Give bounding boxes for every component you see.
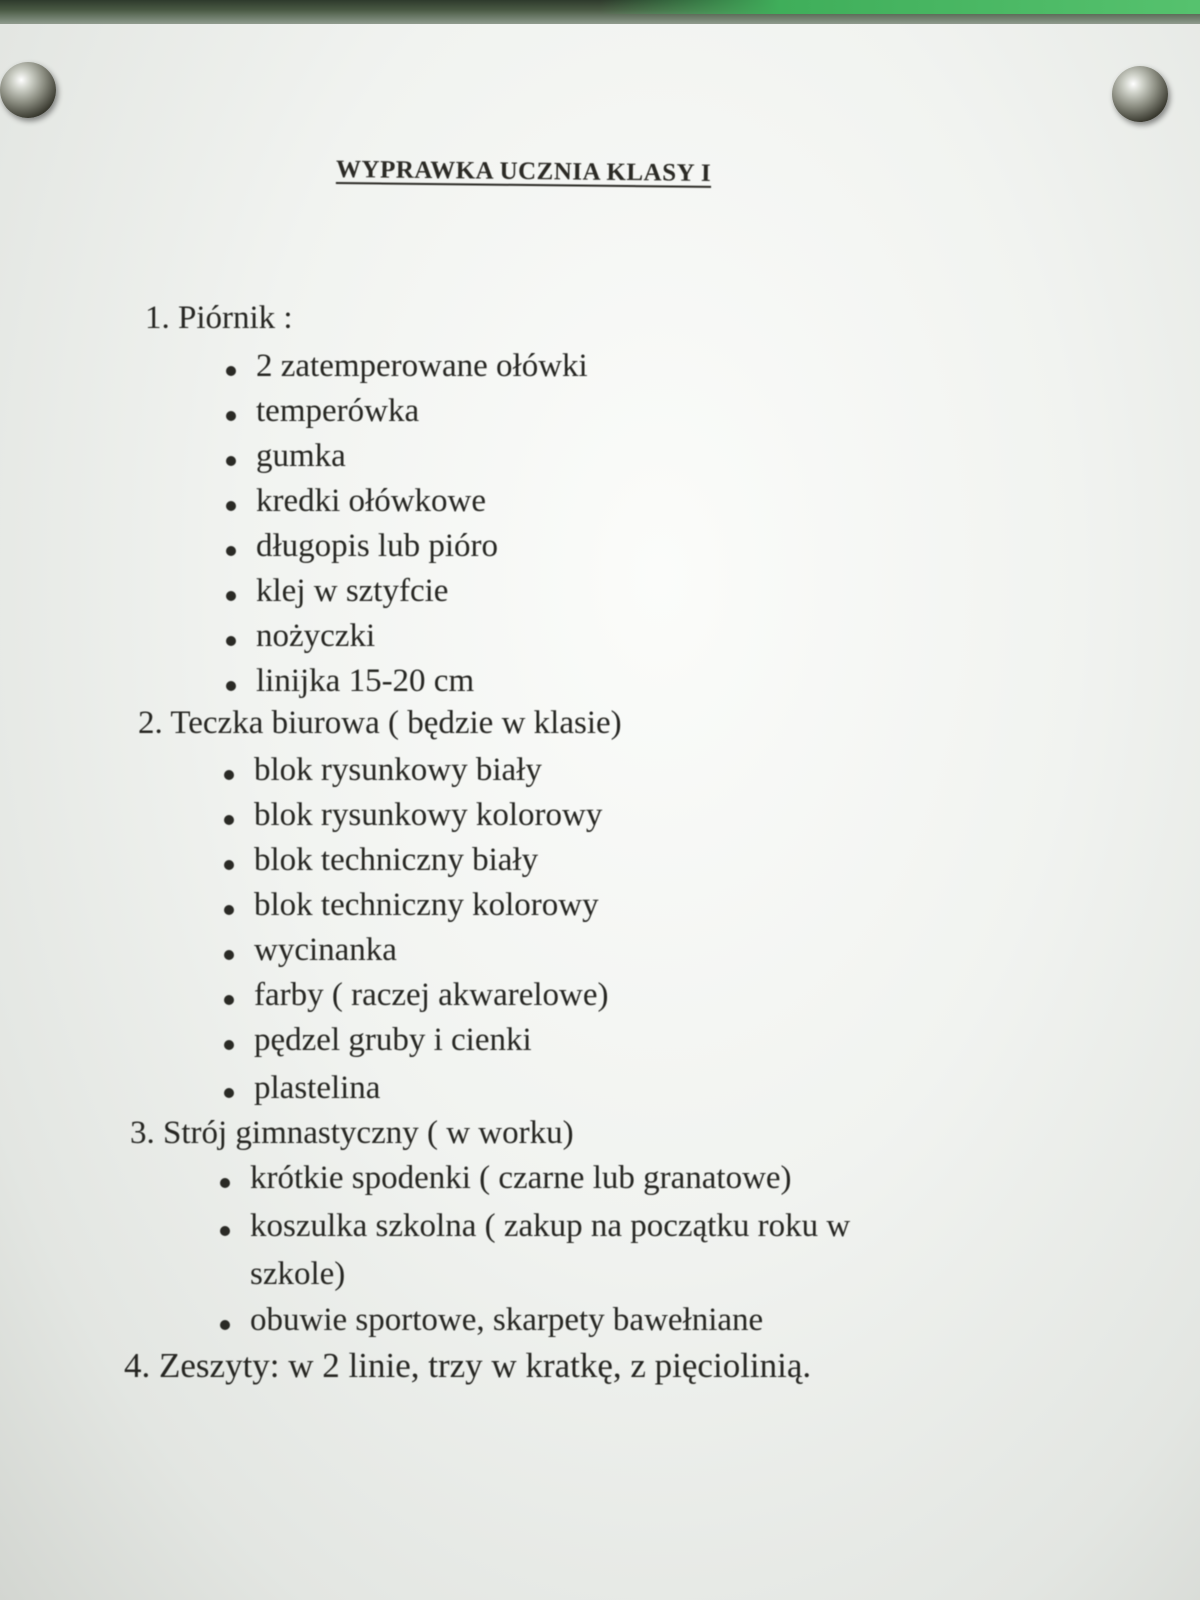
section-heading-2: 2. Teczka biurowa ( będzie w klasie)	[138, 705, 622, 741]
list-item: gumka	[256, 438, 346, 474]
list-item: farby ( raczej akwarelowe)	[254, 977, 609, 1013]
list-item: wycinanka	[254, 932, 397, 968]
list-item-continuation: szkole)	[250, 1256, 346, 1292]
list-item: temperówka	[256, 393, 420, 429]
list-item: pędzel gruby i cienki	[254, 1022, 532, 1058]
list-item: linijka 15-20 cm	[256, 663, 475, 699]
document-title: WYPRAWKA UCZNIA KLASY I	[335, 156, 712, 187]
list-item: krótkie spodenki ( czarne lub granatowe)	[250, 1160, 792, 1196]
list-item: klej w sztyfcie	[256, 573, 449, 609]
list-item: kredki ołówkowe	[256, 483, 487, 519]
list-item: długopis lub pióro	[256, 528, 499, 564]
list-item: koszulka szkolna ( zakup na początku roku w	[250, 1208, 851, 1244]
section-heading-1: 1. Piórnik :	[145, 300, 293, 336]
section-heading-3: 3. Strój gimnastyczny ( w worku)	[130, 1115, 574, 1151]
list-item: blok rysunkowy biały	[254, 752, 542, 788]
list-item: 2 zatemperowane ołówki	[256, 348, 588, 384]
section-heading-4: 4. Zeszyty: w 2 linie, trzy w kratkę, z pięciolinią.	[124, 1346, 812, 1385]
list-item: blok techniczny kolorowy	[254, 887, 599, 923]
list-item: blok techniczny biały	[254, 842, 539, 878]
list-item: obuwie sportowe, skarpety bawełniane	[250, 1302, 764, 1338]
list-item: nożyczki	[256, 618, 376, 654]
list-item: blok rysunkowy kolorowy	[254, 797, 603, 833]
list-item: plastelina	[254, 1070, 381, 1106]
